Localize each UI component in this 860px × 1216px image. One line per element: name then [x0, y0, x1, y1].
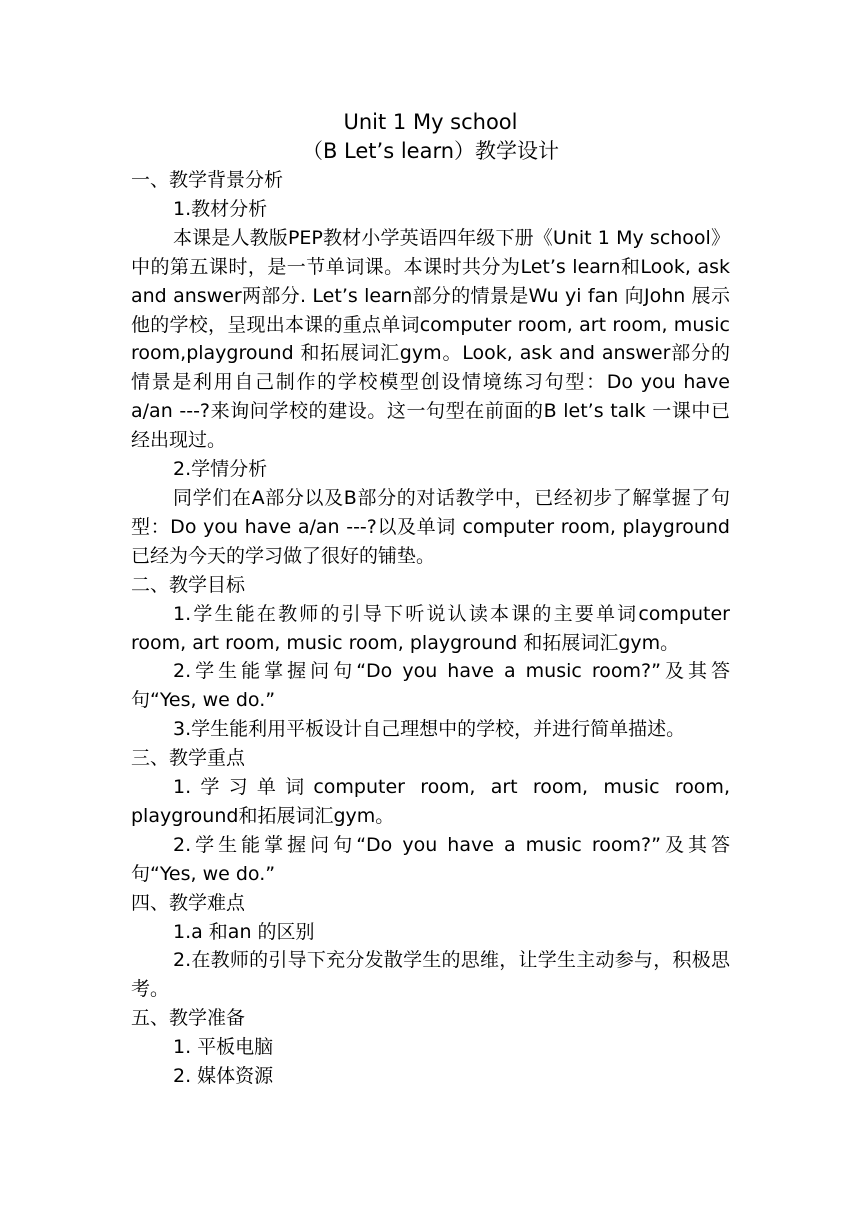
section-heading-difficulties: 四、教学难点 [131, 891, 246, 914]
key-point-item-1: 1.学习单词computer room, art room, music room, playground和拓展词汇gym。 [131, 776, 730, 827]
difficulty-item-2: 2.在教师的引导下充分发散学生的思维，让学生主动参与，积极思考。 [131, 949, 730, 1001]
section-heading-objectives: 二、教学目标 [131, 573, 246, 596]
objective-item-3: 3.学生能利用平板设计自己理想中的学校，并进行简单描述。 [173, 718, 686, 741]
difficulty-item-1: 1.a 和an 的区别 [173, 920, 315, 943]
preparation-item-2: 2. 媒体资源 [173, 1065, 274, 1088]
doc-title: Unit 1 My school [343, 110, 518, 134]
paragraph-textbook-analysis: 本课是人教版PEP教材小学英语四年级下册《Unit 1 My school》中的第五课时，是一节单词课。本课时共分为Let’s learn和Look, ask and answer两部分. Let’s learn部分的情景是Wu yi fan 向John 展示他的学校，呈现出本课的重点单词computer room, art room, music room,playground 和拓展词汇gym。Look, ask and answer部分的情景是利用自己制作的学校模型创设情境练习句型：Do you have a/an ---?来询问学校的建设。这一句型在前面的B let’s talk 一课中已经出现过。 [131, 226, 730, 452]
preparation-item-1: 1. 平板电脑 [173, 1036, 274, 1059]
document-page [131, 108, 730, 1091]
section-heading-preparation: 五、教学准备 [131, 1007, 246, 1030]
subheading-student-analysis: 2.学情分析 [173, 458, 268, 481]
key-point-item-2: 2.学生能掌握问句“Do you have a music room?”及其答句“Yes, we do.” [131, 833, 730, 885]
paragraph-student-analysis: 同学们在A部分以及B部分的对话教学中，已经初步了解掌握了句型：Do you have a/an ---?以及单词 computer room, playground已经为今天的学习做了很好的铺垫。 [131, 486, 730, 567]
objective-item-2: 2.学生能掌握问句“Do you have a music room?”及其答句“Yes, we do.” [131, 660, 730, 712]
subheading-textbook-analysis: 1.教材分析 [173, 197, 268, 220]
doc-subtitle: （B Let’s learn）教学设计 [301, 139, 560, 163]
section-heading-background: 一、教学背景分析 [131, 169, 284, 191]
objective-item-1: 1.学生能在教师的引导下听说认读本课的主要单词computer room, art room, music room, playground 和拓展词汇gym。 [131, 602, 730, 654]
section-heading-key-points: 三、教学重点 [131, 747, 246, 770]
